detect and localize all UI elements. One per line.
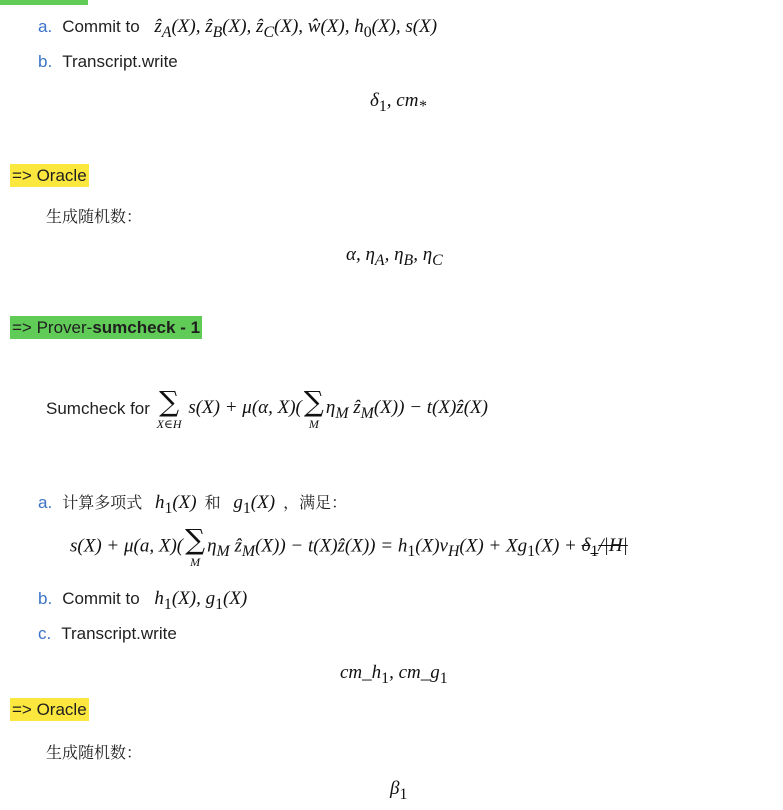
oracle-heading-2: => Oracle [12, 700, 87, 719]
list-marker: b. [38, 52, 53, 71]
sumcheck-line [46, 385, 488, 431]
oracle-random-math: α, $\eta_A$, $\eta_B$, $\eta_C$ [346, 244, 443, 269]
commit-math: ẑ$_A$(X), ẑ$_B$(X), ẑ$_C$(X), ŵ(X), $h_0(X)$, s(X) [154, 16, 438, 41]
list-item-compute: a. 计算多项式 $h_1(X)$ 和 $g_1(X)$ ，满足： [38, 492, 348, 517]
oracle-random-math-2: $\beta_1$ [390, 778, 408, 803]
transcript-math-2: $cm\_h_1$, $cm\_g_1$ [340, 662, 448, 687]
transcript-label: Transcript.write [62, 52, 178, 71]
sumcheck-math: ∑ X∈H s(X) + μ(α, X)( ∑ M $\eta_M$ ẑ$_M$(X)) − t(X)ẑ(X) [156, 385, 488, 431]
sumcheck-label: Sumcheck for [46, 399, 150, 418]
oracle-text-2: 生成随机数： [46, 743, 143, 762]
commit-label: Commit to [62, 17, 140, 36]
transcript-math: $\delta_1$, $cm_*$ [370, 90, 427, 115]
list-item-commit [38, 16, 437, 42]
prover-heading: => Prover-sumcheck - 1 [12, 318, 201, 337]
list-marker: a. [38, 17, 53, 36]
top-highlight-bar [0, 0, 88, 5]
identity-math: s(X) + μ(a, X)( ∑ M $\eta_M$ ẑ$_M$(X)) − t(X)ẑ(X)) = $h_1(X)v_H(X) + Xg_1(X) + \delta_1/|H|$ [70, 523, 628, 569]
oracle-heading: => Oracle [12, 166, 87, 185]
oracle-text: 生成随机数： [46, 207, 143, 226]
list-item-transcript-2: c. Transcript.write [38, 624, 177, 643]
list-item-commit-h1g1: b. Commit to $h_1(X)$, $g_1(X)$ [38, 588, 248, 613]
list-item-transcript [38, 52, 178, 72]
